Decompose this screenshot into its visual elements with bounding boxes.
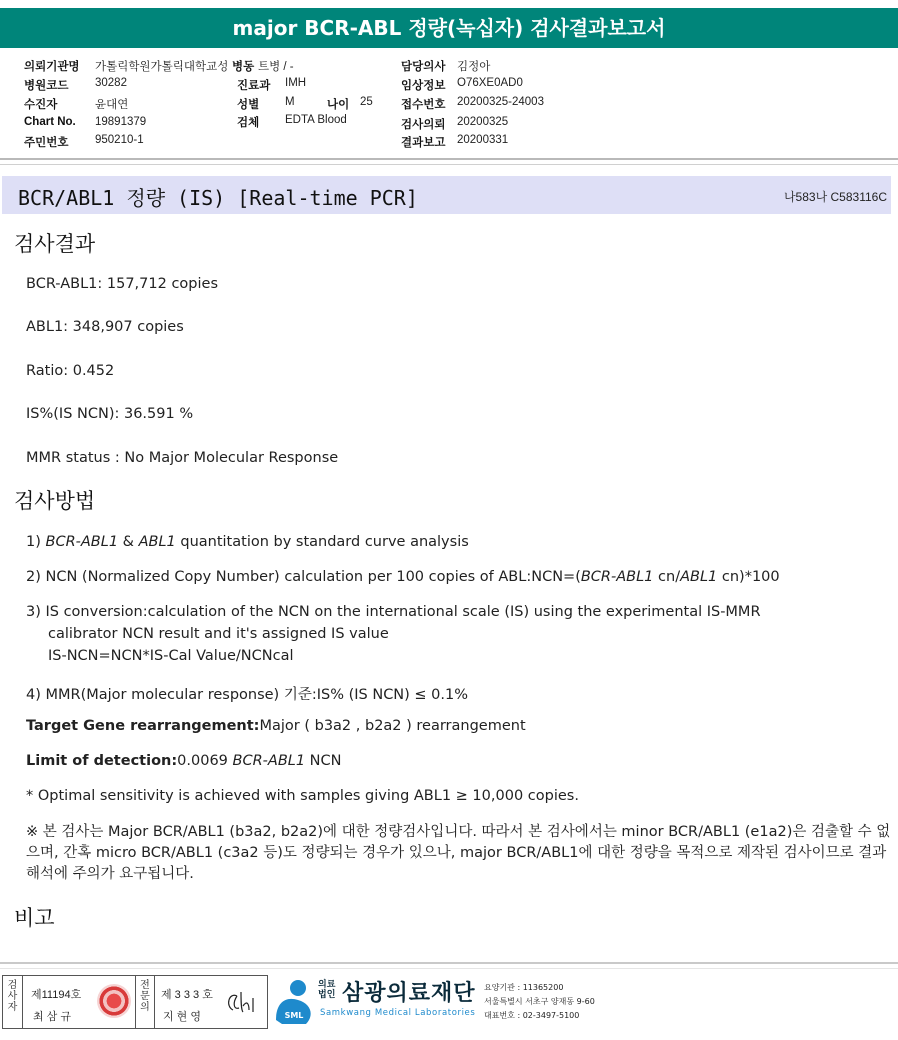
age-label: 나이 — [327, 99, 350, 111]
divider — [0, 962, 898, 964]
org-tag: 의료 법인 — [318, 980, 336, 1000]
bcr-abl1-copies: BCR-ABL1: 157,712 copies — [26, 276, 219, 292]
mmr-status: MMR status : No Major Molecular Response — [26, 450, 339, 466]
chart-value: 19891379 — [95, 116, 147, 128]
signature-icon — [223, 988, 263, 1018]
dept-label: 진료과 — [237, 80, 271, 92]
method-2: 2) NCN (Normalized Copy Number) calculation per 100 copies of ABL:NCN=(BCR-ABL1 cn/ABL1 cn)*100 — [26, 569, 780, 585]
remarks-heading: 비고 — [14, 906, 55, 930]
ward-value: 트병 / - — [258, 61, 294, 73]
org-address: 서울특별시 서초구 양재동 9-60 — [484, 997, 595, 1006]
clinical-info-value: O76XE0AD0 — [457, 77, 523, 89]
specialist-number: 제 3 3 3 호 — [161, 989, 213, 1001]
hospital-code-value: 30282 — [95, 77, 127, 89]
divider — [0, 164, 898, 165]
sml-logo-icon — [272, 978, 318, 1026]
sex-label: 성별 — [237, 99, 260, 111]
signature-box — [2, 975, 268, 1029]
request-value: 20200325 — [457, 116, 509, 128]
method-3-line2: calibrator NCN result and it's assigned IS value — [48, 626, 389, 642]
subject-value: 윤대연 — [95, 99, 129, 111]
subject-label: 수진자 — [24, 99, 58, 111]
divider — [0, 158, 898, 160]
test-code: 나583나 C583116C — [783, 190, 887, 204]
notice-text: ※ 본 검사는 Major BCR/ABL1 (b3a2, b2a2)에 대한 정량검사입니다. 따라서 본 검사에서는 minor BCR/ABL1 (e1a2)은 검출할 수 없으며, 간혹 micro BCR/ABL1 (c3a2 등)도 정량되는 경우가 있으나, major BCR/ABL1에 대한 정량을 목적으로 제작된 검사이므로 결과해석에 주의가 요구됩니다. — [26, 824, 891, 882]
org-phone: 대표번호 : 02-3497-5100 — [484, 1011, 580, 1020]
report-title: major BCR-ABL 정량(녹십자) 검사결과보고서 — [0, 8, 898, 48]
official-seal-icon — [97, 984, 131, 1018]
receipt-value: 20200325-24003 — [457, 96, 544, 108]
chart-label: Chart No. — [24, 116, 76, 128]
ratio: Ratio: 0.452 — [26, 363, 115, 379]
results-heading: 검사결과 — [14, 232, 96, 256]
hospital-code-label: 병원코드 — [24, 80, 69, 92]
limit-of-detection: Limit of detection:0.0069 BCR-ABL1 NCN — [26, 753, 342, 769]
org-code: 요양기관 : 11365200 — [484, 983, 564, 992]
is-percent: IS%(IS NCN): 36.591 % — [26, 406, 194, 422]
method-1: 1) BCR-ABL1 & ABL1 quantitation by standard curve analysis — [26, 534, 469, 550]
inspector-label: 검 사 자 — [3, 976, 23, 1028]
method-3: 3) IS conversion:calculation of the NCN on the international scale (IS) using the experimental IS-MMR — [26, 604, 761, 620]
specialist-name: 지 현 영 — [163, 1011, 201, 1023]
target-gene: Target Gene rearrangement:Major ( b3a2 , b2a2 ) rearrangement — [26, 718, 526, 734]
abl1-copies: ABL1: 348,907 copies — [26, 319, 184, 335]
specialist-label: 전 문 의 — [135, 976, 155, 1028]
org-name: 삼광의료재단 — [342, 981, 476, 1006]
receipt-label: 접수번호 — [401, 99, 446, 111]
test-header — [2, 176, 891, 214]
method-4: 4) MMR(Major molecular response) 기준:IS% (IS NCN) ≤ 0.1% — [26, 687, 469, 703]
sex-value: M — [285, 96, 295, 108]
report-date-value: 20200331 — [457, 134, 509, 146]
divider — [0, 968, 898, 969]
clinical-info-label: 임상정보 — [401, 80, 446, 92]
age-value: 25 — [360, 96, 373, 108]
institution-value: 가톨릭학원가톨릭대학교성 — [95, 61, 229, 73]
request-label: 검사의뢰 — [401, 119, 446, 131]
report-date-label: 결과보고 — [401, 137, 446, 149]
resident-label: 주민번호 — [24, 137, 69, 149]
svg-text:SML: SML — [284, 1011, 304, 1020]
org-logo — [272, 976, 595, 1030]
method-3-line3: IS-NCN=NCN*IS-Cal Value/NCNcal — [48, 648, 294, 664]
test-name: BCR/ABL1 정량 (IS) [Real-time PCR] — [18, 186, 418, 210]
patient-info — [0, 56, 898, 156]
inspector-number: 제11194호 — [31, 989, 82, 1001]
dept-value: IMH — [285, 77, 307, 89]
doctor-value: 김정아 — [457, 61, 491, 73]
sensitivity-note: * Optimal sensitivity is achieved with samples giving ABL1 ≥ 10,000 copies. — [26, 788, 579, 804]
resident-value: 950210-1 — [95, 134, 144, 146]
specimen-label: 검체 — [237, 117, 260, 129]
method-heading: 검사방법 — [14, 489, 96, 513]
org-english-name: Samkwang Medical Laboratories — [320, 1008, 476, 1018]
inspector-name: 최 삼 규 — [33, 1011, 71, 1023]
ward-label: 병동 — [232, 61, 255, 73]
doctor-label: 담당의사 — [401, 61, 446, 73]
specimen-value: EDTA Blood — [285, 114, 347, 126]
institution-label: 의뢰기관명 — [24, 61, 80, 73]
